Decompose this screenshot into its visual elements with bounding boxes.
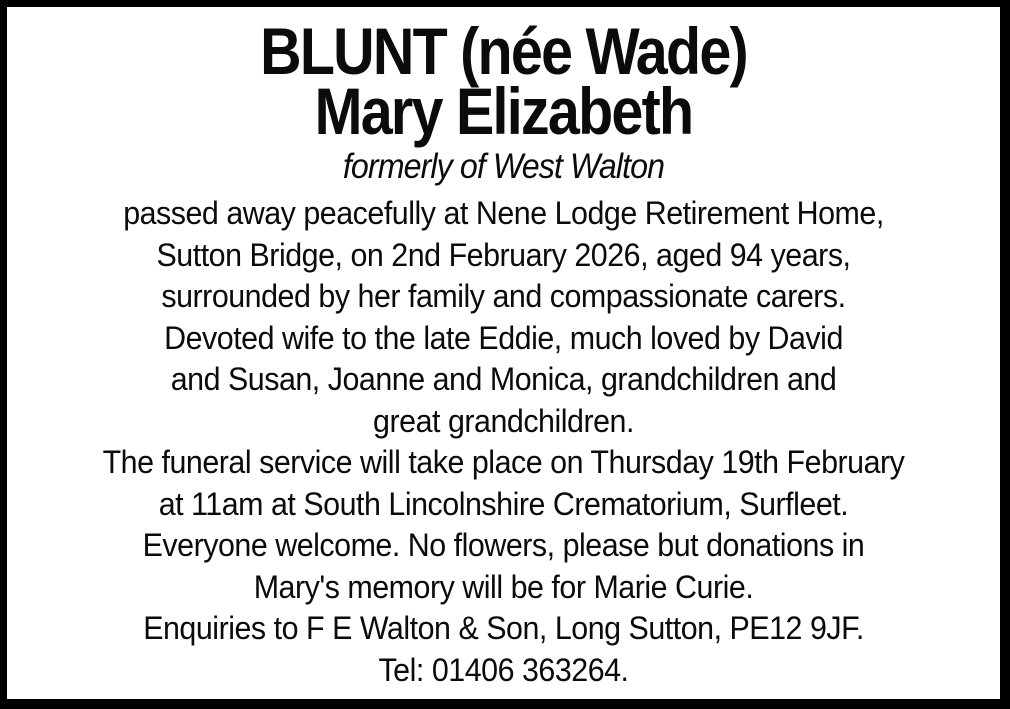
body-line: Enquiries to F E Walton & Son, Long Sutton, PE12 9JF.	[143, 610, 864, 646]
body-line: Everyone welcome. No flowers, please but donations in	[142, 527, 865, 563]
body-line: Sutton Bridge, on 2nd February 2026, aged 94 years,	[156, 236, 851, 273]
body-line: Mary's memory will be for Marie Curie.	[253, 568, 754, 605]
notice-body	[7, 193, 1000, 691]
body-line: The funeral service will take place on Thursday 19th February	[102, 444, 905, 480]
forenames-heading: Mary Elizabeth	[314, 74, 693, 148]
body-line: passed away peacefully at Nene Lodge Retirement Home,	[123, 195, 884, 231]
surname-heading: BLUNT (née Wade)	[260, 14, 747, 88]
body-line: surrounded by her family and compassionate carers.	[161, 278, 846, 314]
body-line: and Susan, Joanne and Monica, grandchildren and	[170, 361, 837, 397]
body-line: at 11am at South Lincolnshire Crematorium, Surfleet.	[158, 485, 849, 522]
body-line: Devoted wife to the late Eddie, much loved by David	[164, 319, 843, 356]
former-residence-line: formerly of West Walton	[342, 147, 665, 186]
body-line: great grandchildren.	[373, 402, 634, 439]
telephone-line: Tel: 01406 363264.	[378, 651, 629, 688]
